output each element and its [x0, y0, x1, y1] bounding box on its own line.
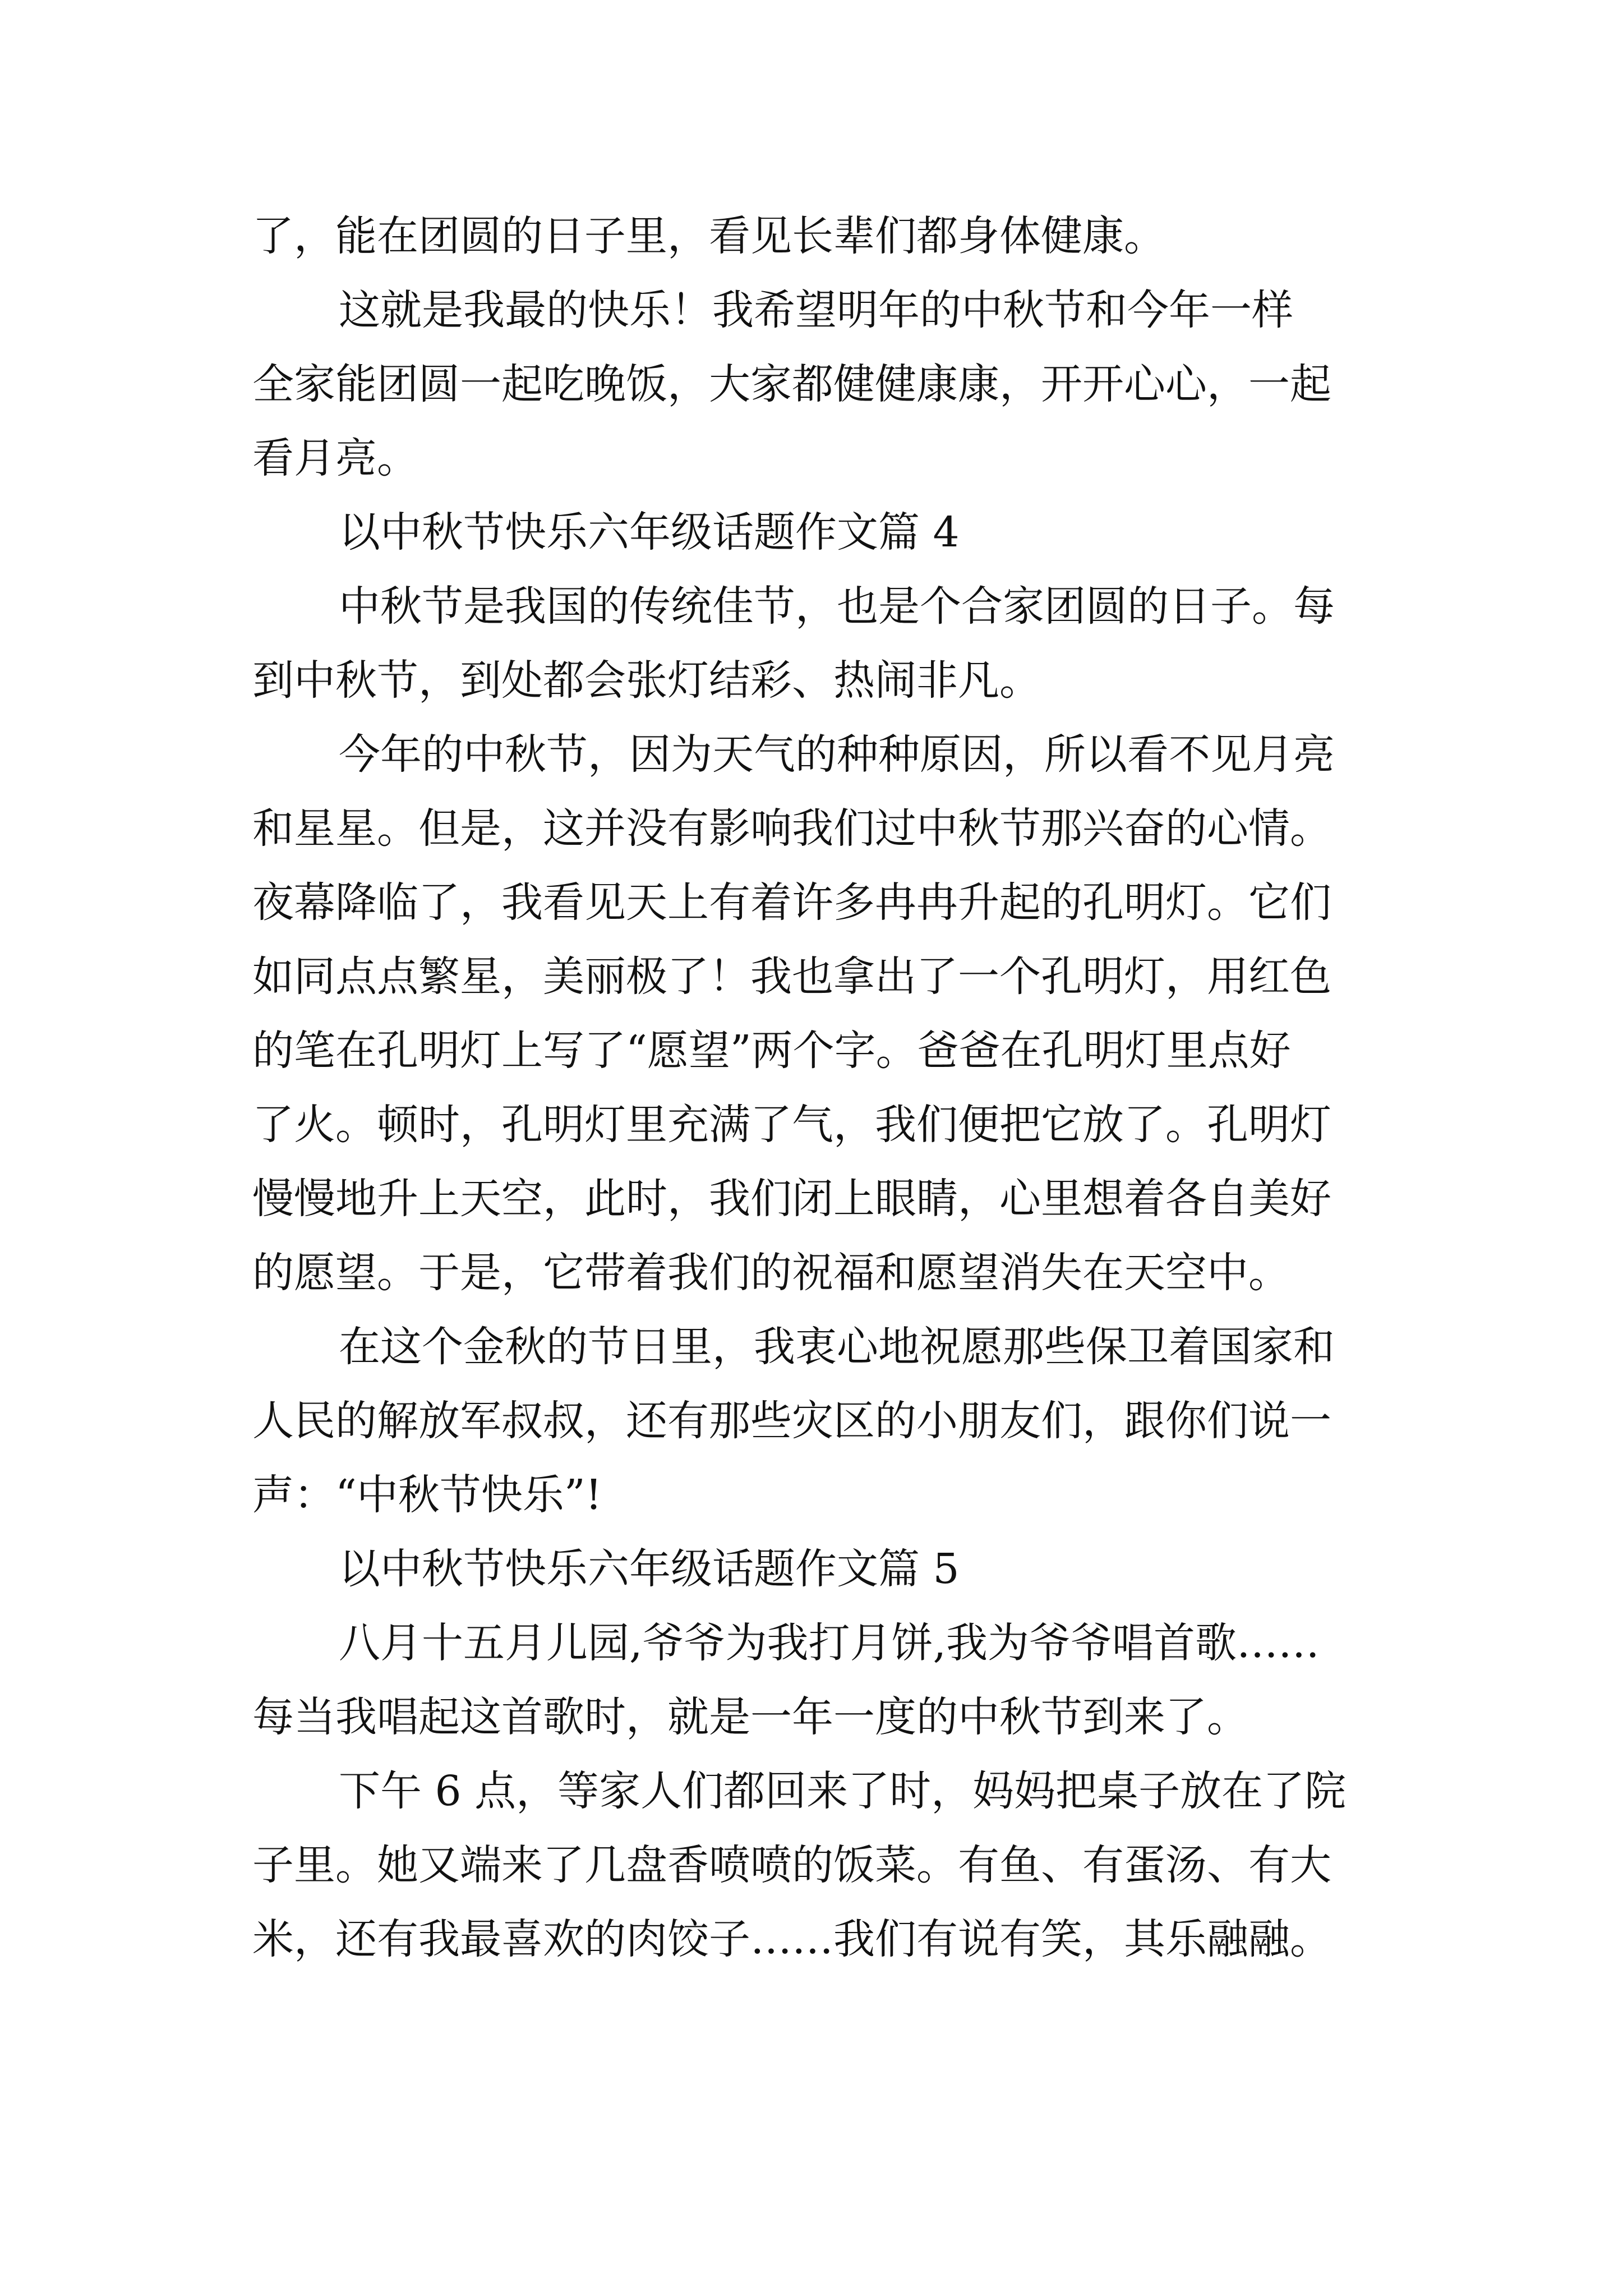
text-line: 和星星。但是，这并没有影响我们过中秋节那兴奋的心情。: [252, 804, 1331, 853]
text-line: 全家能团圆一起吃晚饭，大家都健健康康，开开心心，一起: [252, 360, 1331, 408]
text-line: 的笔在孔明灯上写了“愿望”两个字。爸爸在孔明灯里点好: [252, 1027, 1291, 1075]
text-line: 到中秋节，到处都会张灯结彩、热闹非凡。: [252, 656, 1041, 705]
paragraph-start-line: 这就是我最的快乐！我希望明年的中秋节和今年一样: [339, 286, 1293, 334]
text-line: 声：“中秋节快乐”!: [252, 1471, 602, 1519]
text-line: 每当我唱起这首歌时，就是一年一度的中秋节到来了。: [252, 1693, 1248, 1741]
section-heading-5: 以中秋节快乐六年级话题作文篇 5: [339, 1545, 960, 1593]
text-line: 人民的解放军叔叔，还有那些灾区的小朋友们，跟你们说一: [252, 1397, 1331, 1445]
paragraph-start-line: 八月十五月儿园,爷爷为我打月饼,我为爷爷唱首歌……: [339, 1619, 1320, 1667]
text-line: 夜幕降临了，我看见天上有着许多冉冉升起的孔明灯。它们: [252, 878, 1331, 927]
text-line: 的愿望。于是，它带着我们的祝福和愿望消失在天空中。: [252, 1249, 1290, 1297]
text-line: 看月亮。: [252, 434, 418, 482]
text-line: 子里。她又端来了几盘香喷喷的饭菜。有鱼、有蛋汤、有大: [252, 1841, 1331, 1889]
section-heading-4: 以中秋节快乐六年级话题作文篇 4: [339, 508, 960, 556]
text-line: 了，能在团圆的日子里，看见长辈们都身体健康。: [252, 212, 1165, 260]
paragraph-start-line: 下午 6 点，等家人们都回来了时，妈妈把桌子放在了院: [339, 1767, 1347, 1815]
essay-text: [252, 199, 1396, 1976]
text-line: 如同点点繁星，美丽极了！我也拿出了一个孔明灯，用红色: [252, 953, 1331, 1001]
paragraph-start-line: 中秋节是我国的传统佳节，也是个合家团圆的日子。每: [339, 582, 1335, 631]
paragraph-start-line: 在这个金秋的节日里，我衷心地祝愿那些保卫着国家和: [339, 1323, 1335, 1371]
paragraph-start-line: 今年的中秋节，因为天气的种种原因，所以看不见月亮: [339, 730, 1335, 779]
text-line: 米，还有我最喜欢的肉饺子……我们有说有笑，其乐融融。: [252, 1915, 1331, 1963]
text-line: 了火。顿时，孔明灯里充满了气，我们便把它放了。孔明灯: [252, 1101, 1331, 1149]
text-line: 慢慢地升上天空，此时，我们闭上眼睛，心里想着各自美好: [252, 1175, 1331, 1223]
